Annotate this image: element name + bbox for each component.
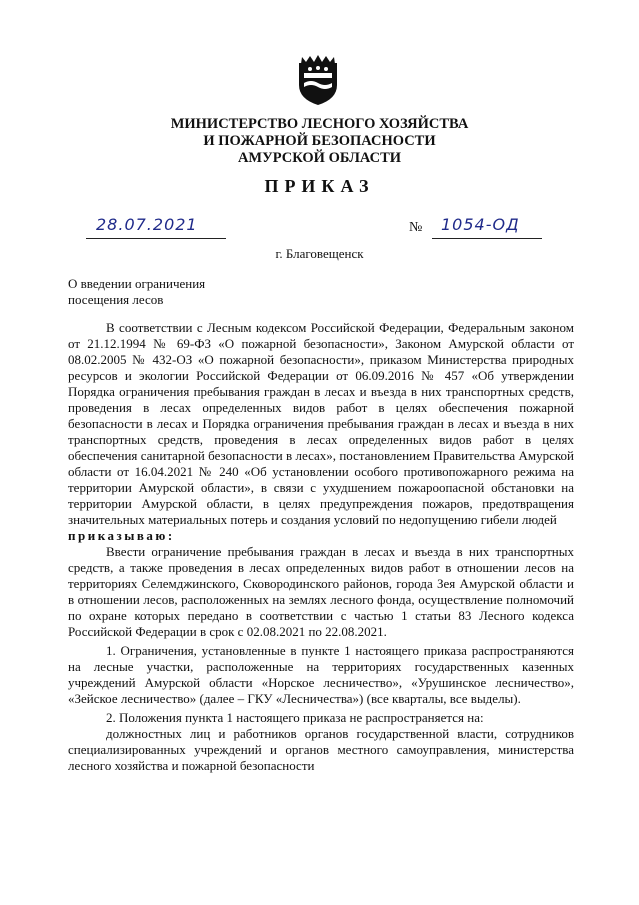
ministry-line-2: И ПОЖАРНОЙ БЕЗОПАСНОСТИ <box>203 133 436 149</box>
document-body <box>68 320 574 774</box>
paragraph-1: 1. Ограничения, установленные в пункте 1 настоящего приказа распространяются на лесные участки, расположенные на территориях государственных казенных учреждений Амурской области «Норское лесничество», «Урушинское лесничество», «Зейское лесничество» (далее – ГКУ «Лесничества») (все кварталы, все выделы). <box>68 643 574 706</box>
paragraph-2: 2. Положения пункта 1 настоящего приказа не распространяется на: <box>106 710 484 725</box>
number-sign: № <box>409 220 423 235</box>
ministry-line-3: АМУРСКОЙ ОБЛАСТИ <box>237 150 402 166</box>
city-name: г. Благовещенск <box>275 246 364 261</box>
ministry-name <box>0 116 639 167</box>
ministry-line-1: МИНИСТЕРСТВО ЛЕСНОГО ХОЗЯЙСТВА <box>170 116 469 132</box>
preamble-paragraph: В соответствии с Лесным кодексом Российской Федерации, Федеральным законом от 21.12.1994 № 69-ФЗ «О пожарной безопасности», Законом Амурской области от 08.02.2005 № 432-ОЗ «О пожарной безопасности», приказом Министерства природных ресурсов и экологии Российской Федерации от 06.09.2016 № 457 «Об утверждении Порядка ограничения пребывания граждан в лесах и въезда в них транспортных средств, проведения в лесах определенных видов работ в целях обеспечения пожарной безопасности в лесах и Порядка ограничения пребывания граждан в лесах и въезда в них транспортных средств, проведения в лесах определенных видов работ в целях обеспечения санитарной безопасности в лесах», постановлением Правительства Амурской области от 16.04.2021 № 240 «Об установлении особого противопожарного режима на территории Амурской области», в связи с ухудшением пожароопасной обстановки на территории Амурской области, в целях предупреждения пожаров, предотвращения значительных материальных потерь и создания условий по недопущению гибели людей <box>68 320 574 527</box>
coat-of-arms-icon <box>296 53 340 107</box>
paragraph-2-continuation: должностных лиц и работников органов государственной власти, сотрудников специализированных учреждений и органов местного самоуправления, министерства лесного хозяйства и пожарной безопасности <box>68 726 574 773</box>
order-word: приказываю: <box>68 528 175 543</box>
document-type-title: ПРИКАЗ <box>264 176 375 196</box>
document-subject <box>68 276 205 308</box>
subject-line-1: О введении ограничения <box>68 276 206 291</box>
handwritten-number: 1054-ОД <box>441 215 520 234</box>
handwritten-date: 28.07.2021 <box>96 215 198 234</box>
subject-line-2: посещения лесов <box>68 292 164 307</box>
main-paragraph: Ввести ограничение пребывания граждан в лесах и въезда в них транспортных средств, а также проведения в лесах определенных видов работ в отношении лесов на территориях Селемджинского, Сковородинского районов, города Зея Амурской области и в отношении лесов, расположенных на землях лесного фонда, осуществление полномочий по охране которых передано в соответствии с частью 1 статьи 83 Лесного кодекса Российской Федерации в срок с 02.08.2021 по 22.08.2021. <box>68 544 574 639</box>
